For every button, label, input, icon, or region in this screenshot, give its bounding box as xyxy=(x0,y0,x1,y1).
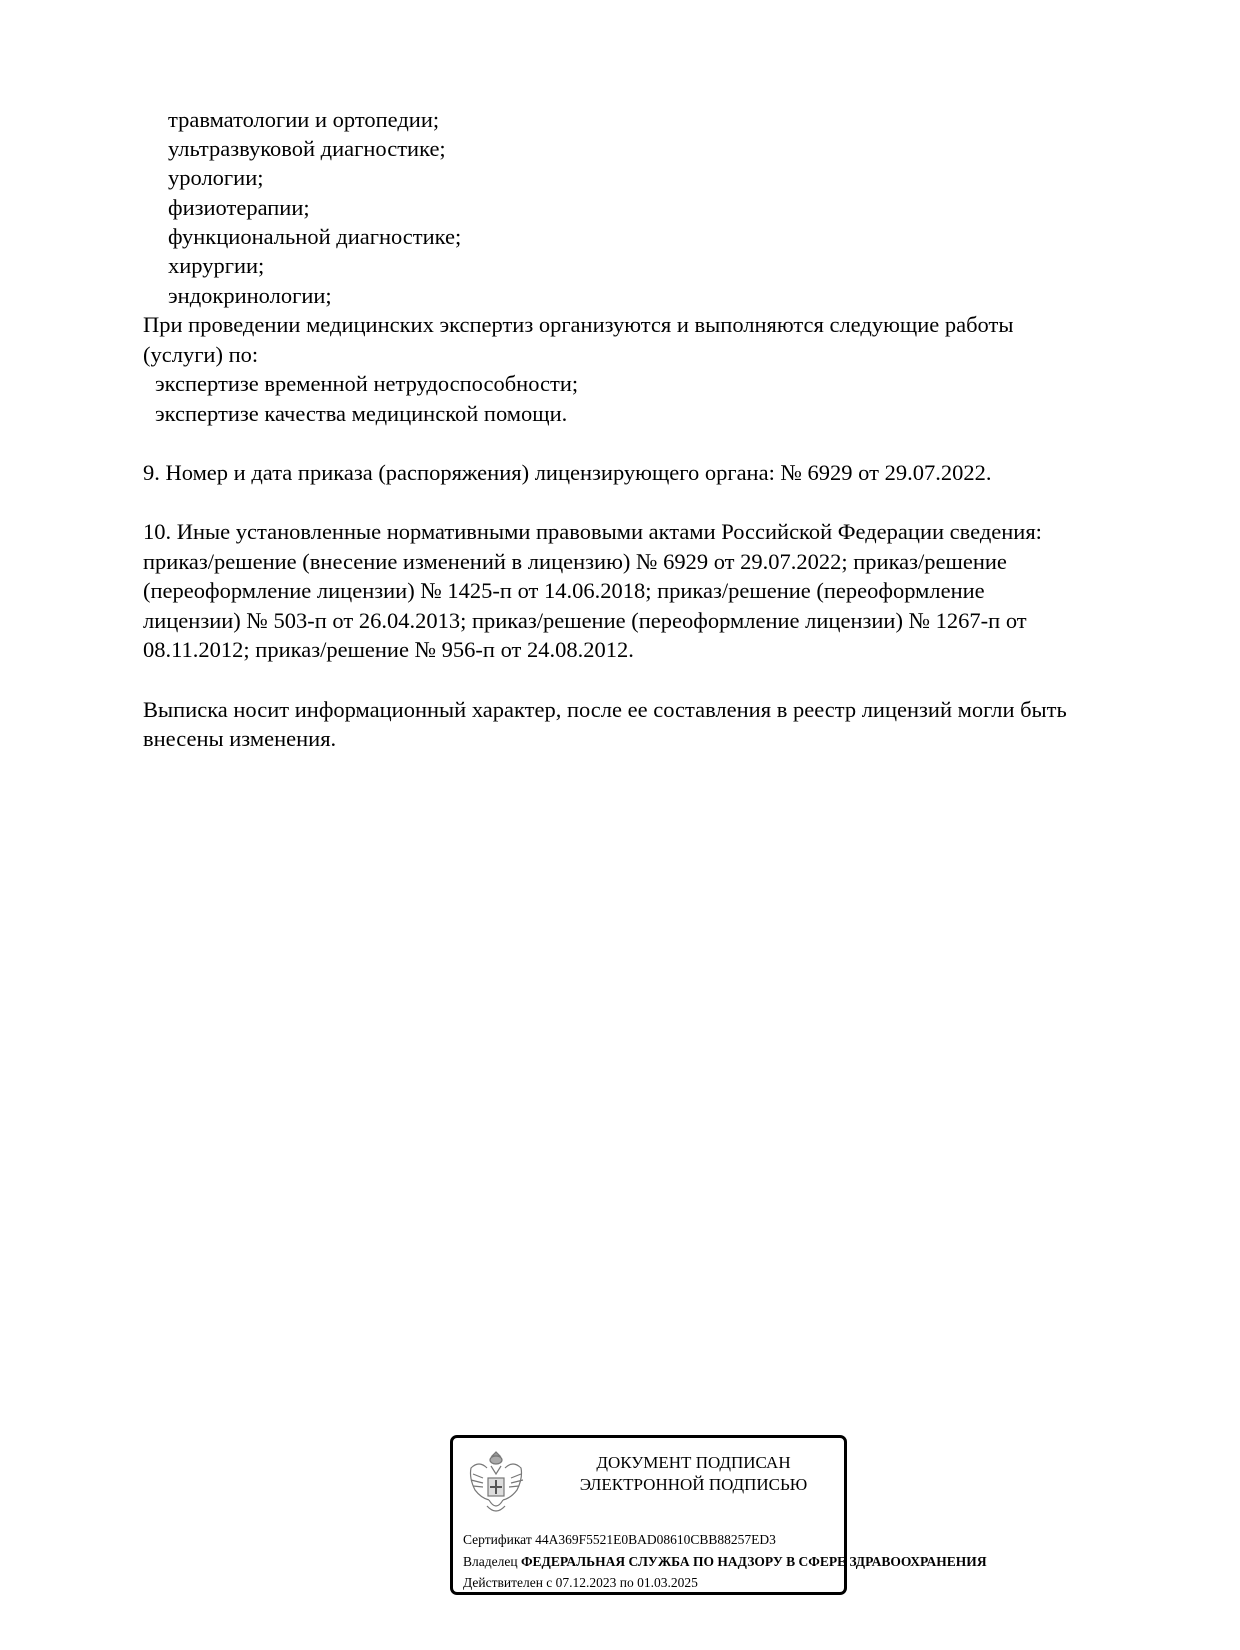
certificate-label: Сертификат xyxy=(463,1532,532,1547)
stamp-title: ДОКУМЕНТ ПОДПИСАН xyxy=(596,1453,791,1472)
list-item: хирургии; xyxy=(168,253,265,278)
list-item: физиотерапии; xyxy=(168,195,310,220)
owner-value: ФЕДЕРАЛЬНАЯ СЛУЖБА ПО НАДЗОРУ В СФЕРЕ ЗДРАВООХРАНЕНИЯ xyxy=(520,1554,987,1569)
disclaimer-line: Выписка носит информационный характер, после ее составления в реестр лицензий могли быть xyxy=(143,697,1067,722)
list-item: травматологии и ортопедии; xyxy=(168,107,440,132)
coat-of-arms-icon xyxy=(465,1448,527,1518)
list-item: эндокринологии; xyxy=(168,283,332,308)
certificate-value: 44A369F5521E0BAD08610CBB88257ED3 xyxy=(535,1532,776,1547)
list-item: функциональной диагностике; xyxy=(168,224,462,249)
expertise-item: экспертизе качества медицинской помощи. xyxy=(155,401,568,426)
section-9: 9. Номер и дата приказа (распоряжения) лицензирующего органа: № 6929 от 29.07.2022. xyxy=(143,460,992,485)
disclaimer-line: внесены изменения. xyxy=(143,726,337,751)
section-10-line: 08.11.2012; приказ/решение № 956-п от 24.08.2012. xyxy=(143,637,634,662)
section-10-line: приказ/решение (внесение изменений в лицензию) № 6929 от 29.07.2022; приказ/решение xyxy=(143,549,1007,574)
expertise-item: экспертизе временной нетрудоспособности; xyxy=(155,371,579,396)
section-10-line: (переоформление лицензии) № 1425-п от 14.06.2018; приказ/решение (переоформление xyxy=(143,578,985,603)
validity-line: Действителен с 07.12.2023 по 01.03.2025 xyxy=(463,1575,698,1590)
owner-label: Владелец xyxy=(463,1554,518,1569)
owner-line xyxy=(463,1553,987,1571)
section-10-line: лицензии) № 503-п от 26.04.2013; приказ/решение (переоформление лицензии) № 1267-п от xyxy=(143,608,1027,633)
list-item: урологии; xyxy=(168,165,264,190)
expertise-intro-line: При проведении медицинских экспертиз организуются и выполняются следующие работы xyxy=(143,312,1014,337)
stamp-title: ЭЛЕКТРОННОЙ ПОДПИСЬЮ xyxy=(579,1475,808,1494)
certificate-line xyxy=(463,1531,776,1549)
electronic-signature-stamp xyxy=(450,1435,987,1595)
expertise-intro-line: (услуги) по: xyxy=(143,342,259,367)
list-item: ультразвуковой диагностике; xyxy=(168,136,446,161)
section-10-line: 10. Иные установленные нормативными правовыми актами Российской Федерации сведения: xyxy=(143,519,1042,544)
